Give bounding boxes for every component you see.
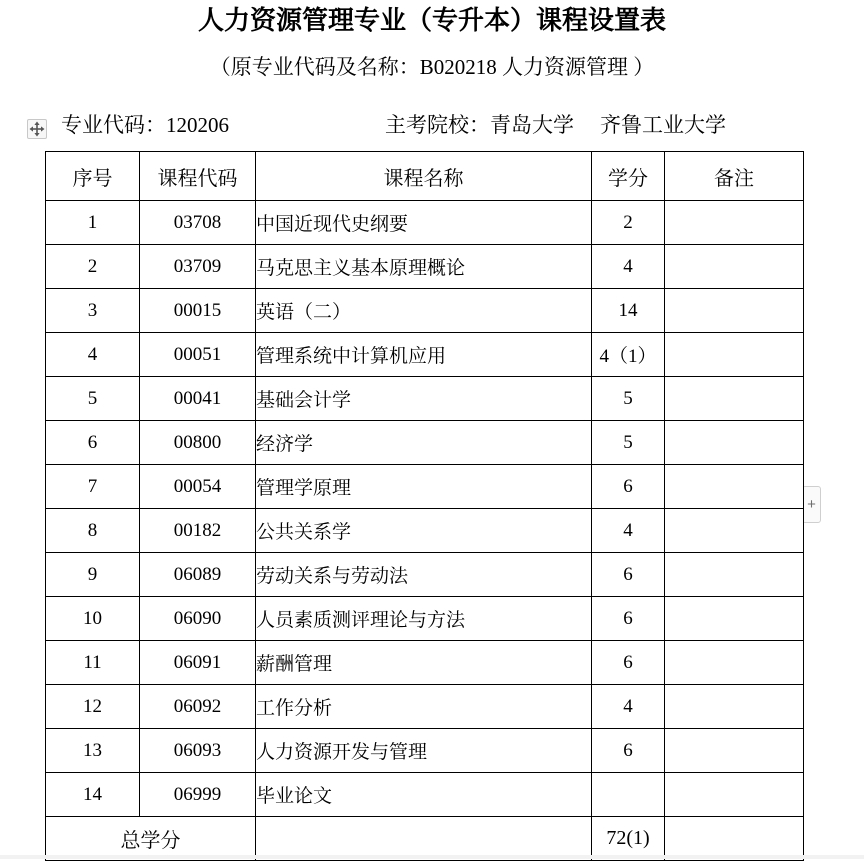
cell-code: 06092 bbox=[140, 685, 256, 729]
cell-note bbox=[665, 333, 804, 377]
cell-name: 管理学原理 bbox=[256, 465, 592, 509]
cell-no: 9 bbox=[46, 553, 140, 597]
table-row[interactable] bbox=[46, 245, 804, 289]
table-row[interactable] bbox=[46, 333, 804, 377]
cell-name: 薪酬管理 bbox=[256, 641, 592, 685]
cell-note bbox=[665, 377, 804, 421]
column-header-note: 备注 bbox=[665, 152, 804, 201]
column-header-name: 课程名称 bbox=[256, 152, 592, 201]
table-row[interactable] bbox=[46, 465, 804, 509]
cell-name: 毕业论文 bbox=[256, 773, 592, 817]
cell-credit: 4 bbox=[592, 245, 665, 289]
cell-code: 00800 bbox=[140, 421, 256, 465]
cell-no: 1 bbox=[46, 201, 140, 245]
table-row[interactable] bbox=[46, 421, 804, 465]
table-row[interactable] bbox=[46, 685, 804, 729]
total-label: 总学分 bbox=[46, 817, 256, 861]
total-credit: 72(1) bbox=[592, 817, 665, 861]
cell-note bbox=[665, 421, 804, 465]
cell-note bbox=[665, 641, 804, 685]
table-body bbox=[46, 201, 804, 861]
cell-name: 中国近现代史纲要 bbox=[256, 201, 592, 245]
cell-code: 06093 bbox=[140, 729, 256, 773]
cell-code: 00015 bbox=[140, 289, 256, 333]
cell-name: 基础会计学 bbox=[256, 377, 592, 421]
exam-school-text bbox=[385, 110, 726, 140]
cell-no: 5 bbox=[46, 377, 140, 421]
table-row[interactable] bbox=[46, 377, 804, 421]
cell-name: 劳动关系与劳动法 bbox=[256, 553, 592, 597]
cell-code: 06089 bbox=[140, 553, 256, 597]
cell-code: 00051 bbox=[140, 333, 256, 377]
cell-no: 11 bbox=[46, 641, 140, 685]
cell-code: 06091 bbox=[140, 641, 256, 685]
table-row[interactable] bbox=[46, 729, 804, 773]
cell-code: 00182 bbox=[140, 509, 256, 553]
cell-code: 03708 bbox=[140, 201, 256, 245]
cell-no: 8 bbox=[46, 509, 140, 553]
table-row[interactable] bbox=[46, 201, 804, 245]
table-row[interactable] bbox=[46, 289, 804, 333]
document-info-line bbox=[45, 110, 805, 140]
column-header-credit: 学分 bbox=[592, 152, 665, 201]
cell-no: 12 bbox=[46, 685, 140, 729]
cell-note bbox=[665, 201, 804, 245]
table-row[interactable] bbox=[46, 641, 804, 685]
cell-name: 英语（二） bbox=[256, 289, 592, 333]
cell-credit: 5 bbox=[592, 377, 665, 421]
page-subtitle: （原专业代码及名称：B020218 人力资源管理 ） bbox=[209, 55, 655, 79]
cell-name: 马克思主义基本原理概论 bbox=[256, 245, 592, 289]
cell-code: 03709 bbox=[140, 245, 256, 289]
table-row[interactable] bbox=[46, 597, 804, 641]
cell-name: 公共关系学 bbox=[256, 509, 592, 553]
cell-credit bbox=[592, 773, 665, 817]
cell-credit: 4 bbox=[592, 685, 665, 729]
cell-note bbox=[665, 685, 804, 729]
cell-credit: 6 bbox=[592, 465, 665, 509]
column-header-no: 序号 bbox=[46, 152, 140, 201]
cell-code: 06999 bbox=[140, 773, 256, 817]
page-bottom-edge bbox=[0, 855, 864, 859]
cell-no: 13 bbox=[46, 729, 140, 773]
exam-school-primary: 主考院校：青岛大学 bbox=[385, 113, 574, 137]
cell-name: 人力资源开发与管理 bbox=[256, 729, 592, 773]
course-setup-table bbox=[45, 151, 804, 861]
cell-no: 3 bbox=[46, 289, 140, 333]
cell-credit: 6 bbox=[592, 729, 665, 773]
cell-credit: 14 bbox=[592, 289, 665, 333]
cell-no: 7 bbox=[46, 465, 140, 509]
cell-no: 4 bbox=[46, 333, 140, 377]
cell-note bbox=[665, 509, 804, 553]
cell-credit: 4（1） bbox=[592, 333, 665, 377]
cell-no: 6 bbox=[46, 421, 140, 465]
total-note bbox=[665, 817, 804, 861]
cell-note bbox=[665, 773, 804, 817]
cell-credit: 5 bbox=[592, 421, 665, 465]
cell-note bbox=[665, 465, 804, 509]
table-total-row[interactable] bbox=[46, 817, 804, 861]
cell-credit: 6 bbox=[592, 553, 665, 597]
cell-note bbox=[665, 245, 804, 289]
column-header-code: 课程代码 bbox=[140, 152, 256, 201]
cell-no: 10 bbox=[46, 597, 140, 641]
table-row[interactable] bbox=[46, 553, 804, 597]
cell-credit: 6 bbox=[592, 641, 665, 685]
major-code-text: 专业代码：120206 bbox=[61, 113, 229, 137]
add-column-button[interactable]: + bbox=[802, 486, 821, 523]
cell-no: 14 bbox=[46, 773, 140, 817]
cell-name: 工作分析 bbox=[256, 685, 592, 729]
cell-name: 人员素质测评理论与方法 bbox=[256, 597, 592, 641]
cell-name: 经济学 bbox=[256, 421, 592, 465]
cell-code: 00054 bbox=[140, 465, 256, 509]
cell-credit: 2 bbox=[592, 201, 665, 245]
move-four-arrows-icon bbox=[28, 120, 46, 138]
cell-code: 06090 bbox=[140, 597, 256, 641]
table-row[interactable] bbox=[46, 509, 804, 553]
cell-note bbox=[665, 289, 804, 333]
table-header-row bbox=[46, 152, 804, 201]
cell-note bbox=[665, 553, 804, 597]
cell-credit: 4 bbox=[592, 509, 665, 553]
cell-note bbox=[665, 729, 804, 773]
cell-note bbox=[665, 597, 804, 641]
cell-code: 00041 bbox=[140, 377, 256, 421]
table-move-handle[interactable] bbox=[27, 119, 47, 139]
cell-no: 2 bbox=[46, 245, 140, 289]
cell-credit: 6 bbox=[592, 597, 665, 641]
table-row[interactable] bbox=[46, 773, 804, 817]
total-name bbox=[256, 817, 592, 861]
page-title: 人力资源管理专业（专升本）课程设置表 bbox=[197, 6, 666, 36]
cell-name: 管理系统中计算机应用 bbox=[256, 333, 592, 377]
exam-school-secondary: 齐鲁工业大学 bbox=[600, 113, 726, 137]
